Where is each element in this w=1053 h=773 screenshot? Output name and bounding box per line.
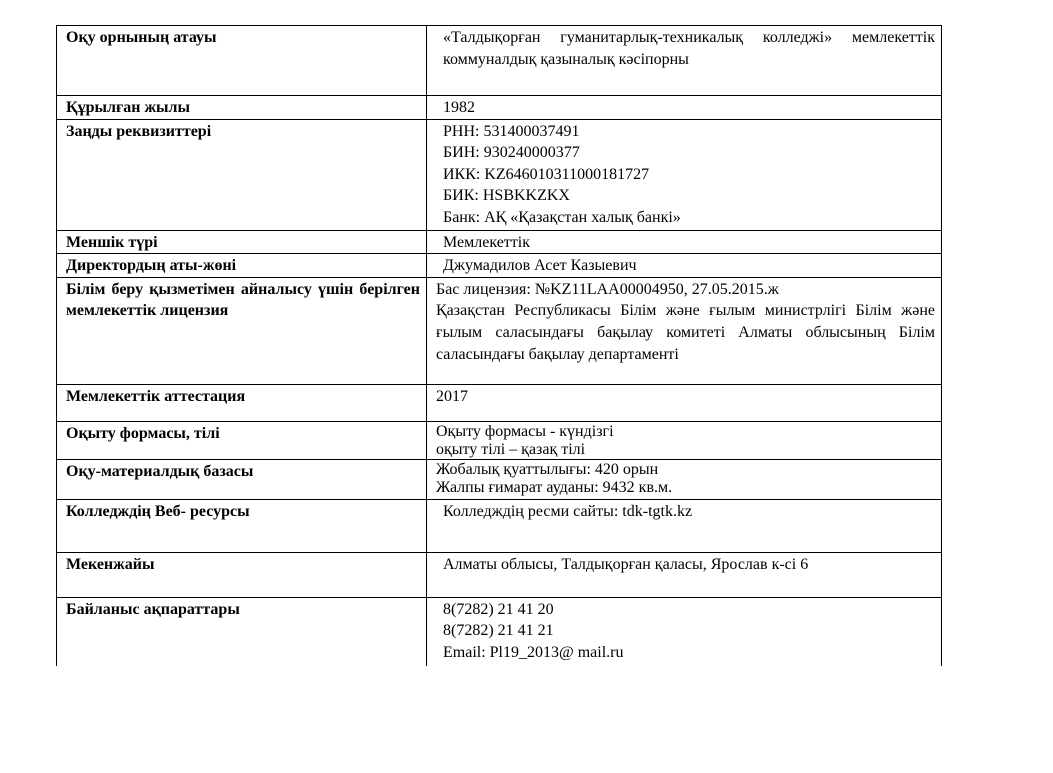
label-founded: Құрылған жылы [57, 96, 427, 120]
value-material-base [427, 459, 942, 499]
label-license: Білім беру қызметімен айналысу үшін берілген мемлекеттік лицензия [57, 277, 427, 384]
college-info-table [56, 25, 942, 666]
value-name-text: «Талдықорған гуманитарлық-техникалық колледжі» мемлекеттік коммуналдық қазыналық кәсіпорны [443, 29, 935, 68]
row-requisites [57, 119, 942, 230]
label-requisites: Заңды реквизиттері [57, 119, 427, 230]
row-material-base [57, 459, 942, 499]
label-ownership: Меншік түрі [57, 230, 427, 254]
row-name [57, 26, 942, 96]
row-license [57, 277, 942, 384]
phone-1: 8(7282) 21 41 20 [443, 600, 554, 618]
area-line: Жалпы ғимарат ауданы: 9432 кв.м. [436, 478, 673, 496]
value-ownership [427, 230, 942, 254]
requisite-bank: Банк: АҚ «Қазақстан халық банкі» [443, 208, 681, 226]
row-director [57, 254, 942, 278]
label-attestation: Мемлекеттік аттестация [57, 384, 427, 421]
value-license [427, 277, 942, 384]
value-director-text: Джумадилов Асет Казыевич [443, 257, 637, 275]
row-study-form [57, 421, 942, 459]
label-study-form: Оқыту формасы, тілі [57, 421, 427, 459]
requisite-rnn: РНН: 531400037491 [443, 122, 580, 140]
value-ownership-text: Мемлекеттік [443, 233, 531, 251]
value-founded [427, 96, 942, 120]
requisite-bin: БИН: 930240000377 [443, 144, 580, 162]
license-main: Бас лицензия: №KZ11LAA00004950, 27.05.2015.ж [436, 280, 779, 298]
row-ownership [57, 230, 942, 254]
license-issuer: Қазақстан Республикасы Білім және ғылым министрлігі Білім және ғылым саласындағы бақылау комитеті Алматы облысының Білім саласындағы бақылау департаменті [436, 302, 935, 363]
requisite-ikk: ИКК: KZ646010311000181727 [443, 165, 650, 183]
label-web: Колледждің Веб- ресурсы [57, 499, 427, 552]
label-address: Мекенжайы [57, 552, 427, 597]
address-text: Алматы облысы, Талдықорған қаласы, Ярослав к-сі 6 [443, 555, 809, 573]
phone-2: 8(7282) 21 41 21 [443, 622, 554, 640]
requisite-bik: БИК: HSBKKZKX [443, 187, 570, 205]
value-web [427, 499, 942, 552]
email: Email: Pl19_2013@ mail.ru [443, 643, 624, 661]
row-address [57, 552, 942, 597]
value-requisites [427, 119, 942, 230]
study-language-line: оқыту тілі – қазақ тілі [436, 440, 586, 458]
value-name [427, 26, 942, 96]
study-form-line: Оқыту формасы - күндізгі [436, 422, 614, 440]
label-director: Директордың аты-жөні [57, 254, 427, 278]
value-contacts [427, 597, 942, 666]
label-material-base: Оқу-материалдық базасы [57, 459, 427, 499]
value-attestation [427, 384, 942, 421]
row-web [57, 499, 942, 552]
website-line: Колледждің ресми сайты: tdk-tgtk.kz [443, 502, 693, 520]
label-name: Оқу орнының атауы [57, 26, 427, 96]
value-address [427, 552, 942, 597]
row-contacts [57, 597, 942, 666]
value-attestation-text: 2017 [436, 387, 468, 405]
capacity-line: Жобалық қуаттылығы: 420 орын [436, 460, 659, 478]
value-director [427, 254, 942, 278]
value-study-form [427, 421, 942, 459]
row-founded [57, 96, 942, 120]
row-attestation [57, 384, 942, 421]
label-contacts: Байланыс ақпараттары [57, 597, 427, 666]
value-founded-text: 1982 [443, 99, 475, 116]
